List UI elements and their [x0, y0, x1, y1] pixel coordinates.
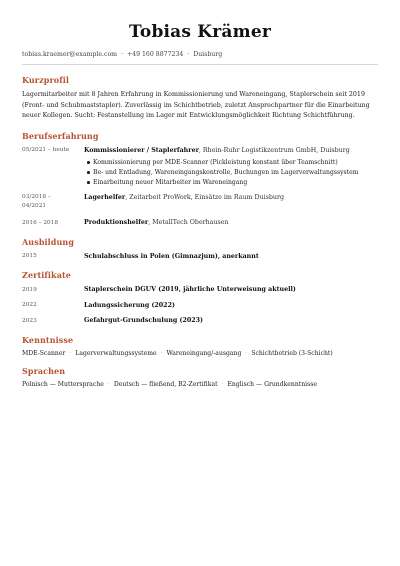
experience-body	[84, 218, 378, 227]
language-item: Englisch — Grundkenntnisse	[227, 380, 317, 388]
certificate-date: 2022	[22, 302, 37, 308]
section-title-profile: Kurzprofil	[22, 75, 70, 85]
experience-org: , Zeitarbeit ProWork, Einsätze im Raum Duisburg	[125, 193, 285, 201]
skills-list	[22, 350, 378, 357]
email-link[interactable]: tobias.kraemer@example.com	[22, 51, 118, 58]
education-title: Schulabschluss in Polen (Gimnazjum), anerkannt	[84, 252, 259, 260]
certificate-entry	[22, 285, 378, 295]
city: Duisburg	[193, 51, 223, 58]
section-title-certificates: Zertifikate	[22, 270, 71, 280]
language-item: Deutsch — fließend, B2-Zertifikat ·	[114, 381, 224, 388]
certificate-title: Staplerschein DGUV (2019, jährliche Unterweisung aktuell)	[84, 286, 296, 293]
experience-date-end: 04/2021	[22, 203, 47, 209]
candidate-name: Tobias Krämer	[129, 22, 271, 42]
experience-role: Lagerhelfer	[84, 193, 126, 201]
certificate-date: 2019	[22, 286, 37, 293]
education-date: 2015	[22, 253, 37, 259]
experience-role: Kommissionierer / Staplerfahrer	[84, 146, 199, 154]
skill-item: Schichtbetrieb (3-Schicht)	[251, 349, 333, 357]
certificate-title: Ladungssicherung (2022)	[84, 301, 175, 309]
list-item: Einarbeitung neuer Mitarbeiter im Wareneingang	[93, 178, 378, 188]
experience-entry	[22, 193, 378, 212]
separator: ·	[121, 51, 123, 58]
phone-number: +49 160 8877234	[126, 51, 184, 58]
list-item: Be- und Entladung, Wareneingangskontrolle, Buchungen im Lagerverwaltungssystem	[93, 168, 378, 178]
separator: ·	[187, 51, 190, 58]
languages-list	[22, 381, 378, 388]
experience-date: 05/2021 – heute	[22, 147, 70, 153]
certificate-body	[84, 285, 378, 294]
language-item: Polnisch — Muttersprache ·	[22, 381, 110, 388]
experience-body	[84, 193, 378, 202]
section-title-skills: Kenntnisse	[22, 334, 74, 345]
certificate-date: 2023	[22, 317, 37, 324]
section-title-education: Ausbildung	[22, 236, 75, 247]
experience-org: , Rhein-Ruhr Logistikzentrum GmbH, Duisburg	[198, 146, 350, 154]
education-body	[84, 252, 378, 261]
experience-body	[84, 146, 378, 188]
certificate-entry	[22, 316, 378, 326]
certificate-body	[84, 301, 378, 310]
education-entry	[22, 252, 378, 262]
header-divider	[22, 64, 378, 65]
section-title-languages: Sprachen	[22, 365, 66, 376]
certificate-entry	[22, 301, 378, 311]
certificate-body	[84, 316, 378, 325]
skill-item: Wareneingang/-ausgang ·	[167, 350, 248, 357]
list-item: Kommissionierung per MDE-Scanner (Pickleistung konstant über Teamschnitt)	[93, 158, 378, 168]
profile-summary: Lagermitarbeiter mit 8 Jahren Erfahrung in Kommissionierung und Wareneingang, Staplerschein seit 2019 (Front- und Schubmaststapler). Zuverlässig im Schichtbetrieb, zuletzt Ansprechpartner für die Einarbeitung neuer Kollegen. Sucht: Festanstellung im Lager mit Entwicklungsmöglichkeit Richtung Schichtführung.	[22, 91, 370, 119]
experience-org: , MetallTech Oberhausen	[148, 219, 229, 226]
experience-role: Produktionshelfer	[84, 219, 149, 226]
skill-item: Lagerverwaltungssysteme ·	[75, 350, 162, 357]
experience-entry	[22, 218, 378, 228]
experience-date: 2016 – 2018	[22, 219, 59, 226]
experience-entry	[22, 146, 378, 188]
contact-line	[22, 51, 378, 58]
skill-item: MDE-Scanner ·	[22, 350, 71, 357]
certificate-title: Gefahrgut-Grundschulung (2023)	[84, 317, 203, 324]
experience-bullets	[84, 158, 378, 188]
section-title-experience: Berufserfahrung	[22, 130, 99, 141]
experience-date	[22, 193, 84, 212]
experience-date-start: 03/2018 –	[22, 194, 51, 200]
